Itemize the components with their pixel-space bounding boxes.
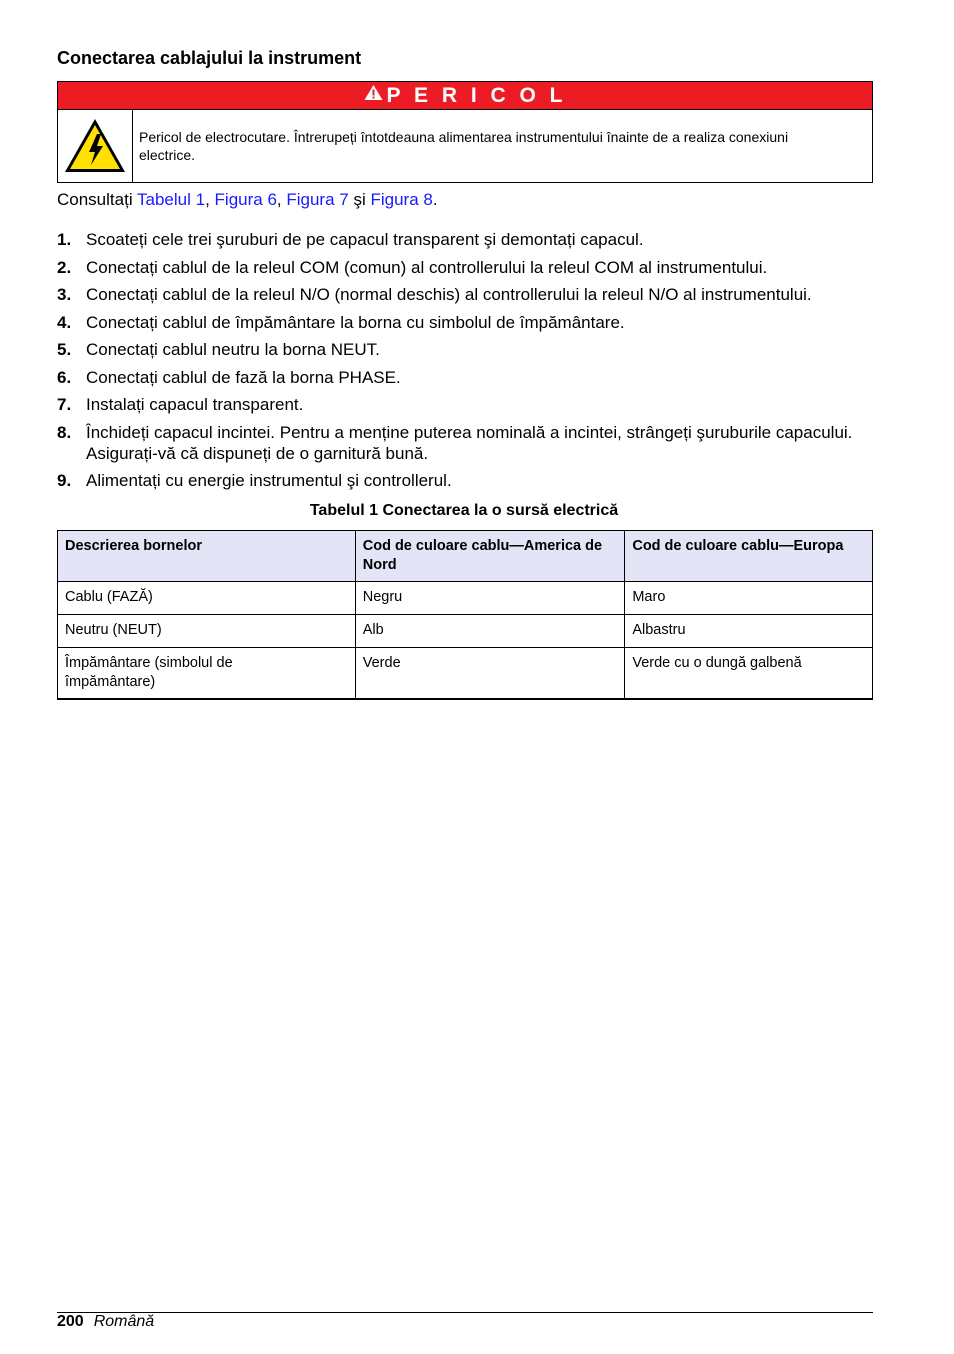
step-number: 5. — [57, 340, 72, 359]
table-caption: Tabelul 1 Conectarea la o sursă electrică — [309, 502, 619, 519]
table-cell: Alb — [355, 615, 625, 648]
table-cell: Neutru (NEUT) — [58, 615, 356, 648]
danger-icon-cell — [58, 110, 133, 182]
step-text: Conectați cablul de la releul N/O (normal deschis) al controllerului la releul N/O al instrumentului. — [86, 285, 812, 304]
link-tabelul-1[interactable]: Tabelul 1 — [137, 190, 206, 209]
step-number: 7. — [57, 395, 72, 414]
step-text: Conectați cablul neutru la borna NEUT. — [86, 340, 380, 359]
table-cell: Negru — [355, 582, 625, 615]
column-header: Descrierea bornelor — [58, 531, 356, 582]
list-item — [57, 394, 877, 415]
page-footer — [57, 1312, 154, 1332]
danger-header — [58, 82, 872, 110]
list-item — [57, 470, 877, 491]
consult-sep1: , — [205, 190, 215, 209]
step-text: Instalați capacul transparent. — [86, 395, 304, 414]
connection-table — [57, 530, 873, 700]
step-text: Alimentați cu energie instrumentul şi controllerul. — [86, 471, 452, 490]
step-number: 6. — [57, 367, 72, 387]
warning-triangle-icon — [364, 81, 383, 108]
step-text: Scoateți cele trei şuruburi de pe capacul transparent şi demontați capacul. — [86, 230, 644, 249]
step-text: Conectați cablul de la releul COM (comun) al controllerului la releul COM al instrumentului. — [86, 257, 768, 277]
list-item — [57, 229, 877, 250]
consult-suffix: . — [432, 190, 438, 209]
list-item — [57, 422, 877, 464]
consult-sep3: şi — [348, 190, 371, 209]
step-text: Conectați cablul de fază la borna PHASE. — [86, 367, 401, 387]
danger-label: P E R I C O L — [386, 84, 567, 107]
electric-shock-warning-icon — [58, 110, 132, 182]
step-text: Conectați cablul de împământare la borna cu simbolul de împământare. — [86, 312, 625, 332]
page-number: 200 — [57, 1313, 84, 1330]
column-header: Cod de culoare cablu—America de Nord — [355, 531, 625, 582]
list-item — [57, 367, 877, 388]
steps-list — [57, 229, 877, 498]
table-row — [58, 615, 873, 648]
danger-notice — [57, 81, 873, 183]
list-item — [57, 339, 877, 360]
step-number: 2. — [57, 257, 72, 277]
table-cell: Verde cu o dungă galbenă — [625, 648, 873, 700]
footer-language: Română — [93, 1313, 155, 1330]
link-figura-6[interactable]: Figura 6 — [214, 190, 277, 209]
table-header-row — [58, 531, 873, 582]
table-cell: Împământare (simbolul de împământare) — [58, 648, 356, 700]
list-item — [57, 284, 877, 305]
link-figura-8[interactable]: Figura 8 — [370, 190, 433, 209]
table-cell: Albastru — [625, 615, 873, 648]
table-row — [58, 582, 873, 615]
step-number: 3. — [57, 285, 72, 304]
step-text: Închideți capacul incintei. Pentru a menține puterea nominală a incintei, strângeți şuruburile capacului. Asigurați-vă că dispuneți de o garnitură bună. — [86, 422, 853, 463]
table-row — [58, 648, 873, 700]
consult-line — [57, 189, 438, 211]
list-item — [57, 312, 877, 333]
danger-message: Pericol de electrocutare. Întrerupeți întotdeauna alimentarea instrumentului înainte de a realiza conexiuni electrice. — [139, 129, 789, 163]
list-item — [57, 257, 877, 278]
section-title: Conectarea cablajului la instrument — [57, 48, 362, 68]
step-number: 8. — [57, 422, 72, 442]
column-header: Cod de culoare cablu—Europa — [625, 531, 873, 582]
table-cell: Verde — [355, 648, 625, 700]
footer-divider — [57, 1312, 873, 1313]
consult-prefix: Consultați — [57, 190, 138, 209]
table-cell: Maro — [625, 582, 873, 615]
step-number: 9. — [57, 471, 72, 490]
step-number: 4. — [57, 312, 72, 332]
link-figura-7[interactable]: Figura 7 — [286, 190, 349, 209]
consult-sep2: , — [276, 190, 287, 209]
table-cell: Cablu (FAZĂ) — [58, 582, 356, 615]
step-number: 1. — [57, 230, 72, 249]
